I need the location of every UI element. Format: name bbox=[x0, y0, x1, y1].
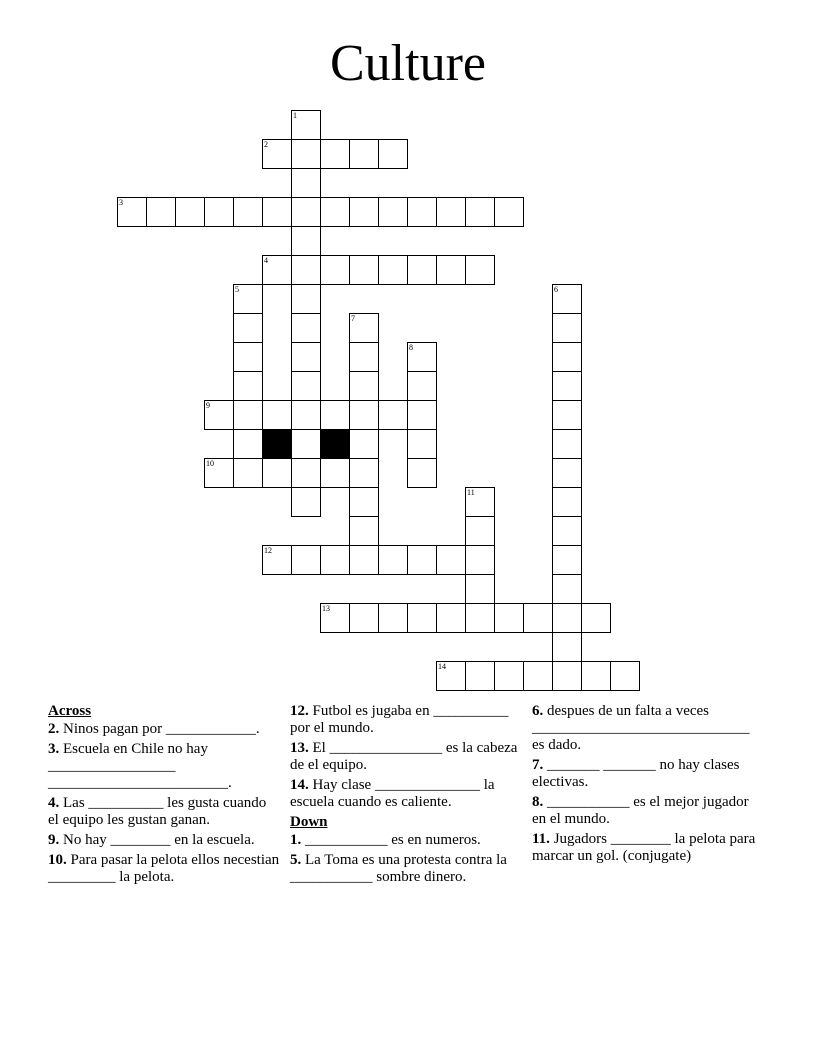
clue-item bbox=[532, 703, 764, 754]
grid-cell[interactable] bbox=[291, 110, 321, 140]
clue-item-number: 9. bbox=[48, 832, 60, 848]
grid-cell[interactable] bbox=[552, 458, 582, 488]
clue-column-2 bbox=[290, 703, 522, 889]
grid-cell[interactable] bbox=[552, 545, 582, 575]
clue-item bbox=[290, 832, 522, 849]
clue-item-text: No hay ________ en la escuela. bbox=[59, 832, 255, 848]
clue-column-1 bbox=[48, 703, 280, 889]
grid-cell[interactable] bbox=[552, 313, 582, 343]
grid-cell[interactable] bbox=[233, 371, 263, 401]
grid-cell[interactable] bbox=[378, 197, 408, 227]
grid-cell[interactable] bbox=[610, 661, 640, 691]
grid-cell[interactable] bbox=[262, 255, 292, 285]
grid-cell[interactable] bbox=[291, 429, 321, 459]
grid-cell[interactable] bbox=[291, 255, 321, 285]
grid-cell[interactable] bbox=[291, 400, 321, 430]
grid-cell[interactable] bbox=[117, 197, 147, 227]
grid-cell[interactable] bbox=[349, 545, 379, 575]
grid-cell[interactable] bbox=[349, 603, 379, 633]
grid-cell[interactable] bbox=[552, 371, 582, 401]
clue-item bbox=[290, 703, 522, 737]
grid-cell[interactable] bbox=[349, 458, 379, 488]
grid-cell[interactable] bbox=[204, 197, 234, 227]
clue-item bbox=[48, 795, 280, 829]
grid-cell[interactable] bbox=[233, 400, 263, 430]
grid-cell[interactable] bbox=[262, 197, 292, 227]
grid-cell[interactable] bbox=[233, 458, 263, 488]
grid-cell[interactable] bbox=[436, 197, 466, 227]
clue-number: 8 bbox=[409, 343, 413, 352]
clue-item-text: _______ _______ no hay clases electivas. bbox=[532, 757, 740, 790]
puzzle-title: Culture bbox=[330, 35, 486, 92]
clue-column-3 bbox=[532, 703, 764, 868]
grid-cell[interactable] bbox=[552, 284, 582, 314]
grid-cell[interactable] bbox=[291, 284, 321, 314]
grid-cell[interactable] bbox=[378, 139, 408, 169]
grid-cell[interactable] bbox=[291, 545, 321, 575]
grid-cell[interactable] bbox=[465, 661, 495, 691]
grid-cell[interactable] bbox=[436, 661, 466, 691]
clue-item bbox=[48, 741, 280, 792]
clue-item-number: 10. bbox=[48, 852, 67, 868]
grid-cell[interactable] bbox=[581, 603, 611, 633]
grid-cell[interactable] bbox=[233, 342, 263, 372]
grid-cell[interactable] bbox=[378, 255, 408, 285]
grid-cell[interactable] bbox=[291, 487, 321, 517]
grid-cell[interactable] bbox=[204, 458, 234, 488]
grid-cell[interactable] bbox=[465, 516, 495, 546]
clue-item-text: Para pasar la pelota ellos necestian _________ la pelota. bbox=[48, 852, 280, 885]
grid-cell[interactable] bbox=[552, 632, 582, 662]
clue-number: 4 bbox=[264, 256, 268, 265]
grid-cell[interactable] bbox=[552, 429, 582, 459]
grid-block bbox=[262, 429, 292, 459]
grid-cell[interactable] bbox=[465, 197, 495, 227]
clue-item-text: ___________ es en numeros. bbox=[301, 832, 481, 848]
clue-item-text: El _______________ es la cabeza de el equipo. bbox=[290, 740, 518, 773]
grid-cell[interactable] bbox=[349, 516, 379, 546]
grid-cell[interactable] bbox=[349, 255, 379, 285]
clue-item bbox=[48, 852, 280, 886]
grid-cell[interactable] bbox=[233, 429, 263, 459]
clue-number: 10 bbox=[206, 459, 214, 468]
grid-cell[interactable] bbox=[320, 545, 350, 575]
clue-item bbox=[290, 852, 522, 886]
grid-cell[interactable] bbox=[407, 371, 437, 401]
clue-number: 9 bbox=[206, 401, 210, 410]
grid-cell[interactable] bbox=[465, 574, 495, 604]
clue-number: 2 bbox=[264, 140, 268, 149]
clue-item-number: 13. bbox=[290, 740, 309, 756]
grid-cell[interactable] bbox=[291, 371, 321, 401]
grid-cell[interactable] bbox=[146, 197, 176, 227]
down-heading: Down bbox=[290, 814, 328, 830]
grid-cell[interactable] bbox=[552, 661, 582, 691]
grid-cell[interactable] bbox=[320, 458, 350, 488]
grid-cell[interactable] bbox=[262, 545, 292, 575]
grid-cell[interactable] bbox=[349, 429, 379, 459]
grid-cell[interactable] bbox=[552, 342, 582, 372]
grid-cell[interactable] bbox=[465, 545, 495, 575]
grid-cell[interactable] bbox=[552, 400, 582, 430]
grid-cell[interactable] bbox=[494, 603, 524, 633]
across-heading: Across bbox=[48, 703, 92, 719]
clue-item-number: 6. bbox=[532, 703, 544, 719]
grid-cell[interactable] bbox=[349, 313, 379, 343]
grid-cell[interactable] bbox=[407, 603, 437, 633]
grid-cell[interactable] bbox=[291, 458, 321, 488]
grid-cell[interactable] bbox=[320, 400, 350, 430]
clue-item-text: Escuela en Chile no hay _________________ ________________________. bbox=[48, 741, 232, 791]
grid-cell[interactable] bbox=[349, 371, 379, 401]
clue-number: 6 bbox=[554, 285, 558, 294]
grid-cell[interactable] bbox=[407, 255, 437, 285]
clue-number: 11 bbox=[467, 488, 475, 497]
grid-cell[interactable] bbox=[581, 661, 611, 691]
grid-cell[interactable] bbox=[436, 545, 466, 575]
grid-cell[interactable] bbox=[233, 313, 263, 343]
clue-item-number: 14. bbox=[290, 777, 309, 793]
clue-item bbox=[290, 777, 522, 811]
clue-number: 7 bbox=[351, 314, 355, 323]
grid-cell[interactable] bbox=[465, 487, 495, 517]
grid-cell[interactable] bbox=[494, 197, 524, 227]
grid-cell[interactable] bbox=[436, 255, 466, 285]
grid-cell[interactable] bbox=[378, 400, 408, 430]
grid-cell[interactable] bbox=[233, 284, 263, 314]
grid-cell[interactable] bbox=[552, 603, 582, 633]
grid-cell[interactable] bbox=[349, 400, 379, 430]
grid-block bbox=[320, 429, 350, 459]
grid-cell[interactable] bbox=[378, 603, 408, 633]
grid-cell[interactable] bbox=[291, 313, 321, 343]
grid-cell[interactable] bbox=[407, 429, 437, 459]
clue-item-text: despues de un falta a veces _____________________________ es dado. bbox=[532, 703, 750, 753]
grid-cell[interactable] bbox=[378, 545, 408, 575]
clue-item-number: 1. bbox=[290, 832, 302, 848]
grid-cell[interactable] bbox=[407, 197, 437, 227]
grid-cell[interactable] bbox=[407, 342, 437, 372]
clue-item-text: ___________ es el mejor jugador en el mundo. bbox=[532, 794, 749, 827]
clue-number: 1 bbox=[293, 111, 297, 120]
clue-item-text: Ninos pagan por ____________. bbox=[59, 721, 260, 737]
grid-cell[interactable] bbox=[262, 458, 292, 488]
grid-cell[interactable] bbox=[552, 516, 582, 546]
grid-cell[interactable] bbox=[320, 139, 350, 169]
grid-cell[interactable] bbox=[349, 487, 379, 517]
grid-cell[interactable] bbox=[262, 400, 292, 430]
clue-item-number: 12. bbox=[290, 703, 309, 719]
clue-item-number: 5. bbox=[290, 852, 302, 868]
clue-number: 14 bbox=[438, 662, 446, 671]
grid-cell[interactable] bbox=[204, 400, 234, 430]
clue-number: 13 bbox=[322, 604, 330, 613]
grid-cell[interactable] bbox=[436, 603, 466, 633]
grid-cell[interactable] bbox=[349, 197, 379, 227]
clue-number: 5 bbox=[235, 285, 239, 294]
clue-item bbox=[48, 721, 280, 738]
grid-cell[interactable] bbox=[407, 400, 437, 430]
clue-number: 3 bbox=[119, 198, 123, 207]
grid-cell[interactable] bbox=[291, 342, 321, 372]
clue-item-text: Futbol es jugaba en __________ por el mundo. bbox=[290, 703, 509, 736]
grid-cell[interactable] bbox=[291, 139, 321, 169]
grid-cell[interactable] bbox=[320, 197, 350, 227]
grid-cell[interactable] bbox=[233, 197, 263, 227]
grid-cell[interactable] bbox=[552, 574, 582, 604]
grid-cell[interactable] bbox=[175, 197, 205, 227]
clue-item-text: Hay clase ______________ la escuela cuando es caliente. bbox=[290, 777, 495, 810]
grid-cell[interactable] bbox=[523, 661, 553, 691]
clue-item-number: 11. bbox=[532, 831, 550, 847]
grid-cell[interactable] bbox=[291, 197, 321, 227]
grid-cell[interactable] bbox=[407, 545, 437, 575]
clue-item-number: 7. bbox=[532, 757, 544, 773]
grid-cell[interactable] bbox=[407, 458, 437, 488]
clue-item-text: Las __________ les gusta cuando el equipo les gustan ganan. bbox=[48, 795, 267, 828]
grid-cell[interactable] bbox=[465, 255, 495, 285]
clue-item bbox=[48, 832, 280, 849]
grid-cell[interactable] bbox=[262, 139, 292, 169]
grid-cell[interactable] bbox=[291, 168, 321, 198]
grid-cell[interactable] bbox=[523, 603, 553, 633]
grid-cell[interactable] bbox=[494, 661, 524, 691]
grid-cell[interactable] bbox=[349, 139, 379, 169]
grid-cell[interactable] bbox=[465, 603, 495, 633]
clue-item bbox=[290, 740, 522, 774]
grid-cell[interactable] bbox=[320, 603, 350, 633]
clue-number: 12 bbox=[264, 546, 272, 555]
clue-item-text: La Toma es una protesta contra la ___________ sombre dinero. bbox=[290, 852, 507, 885]
clue-item-number: 8. bbox=[532, 794, 544, 810]
clue-item-number: 2. bbox=[48, 721, 60, 737]
clue-item-text: Jugadors ________ la pelota para marcar un gol. (conjugate) bbox=[532, 831, 756, 864]
grid-cell[interactable] bbox=[320, 255, 350, 285]
grid-cell[interactable] bbox=[291, 226, 321, 256]
grid-cell[interactable] bbox=[349, 342, 379, 372]
grid-cell[interactable] bbox=[552, 487, 582, 517]
clue-item-number: 4. bbox=[48, 795, 60, 811]
clue-item bbox=[532, 831, 764, 865]
clue-item-number: 3. bbox=[48, 741, 60, 757]
clue-item bbox=[532, 757, 764, 791]
clue-item bbox=[532, 794, 764, 828]
